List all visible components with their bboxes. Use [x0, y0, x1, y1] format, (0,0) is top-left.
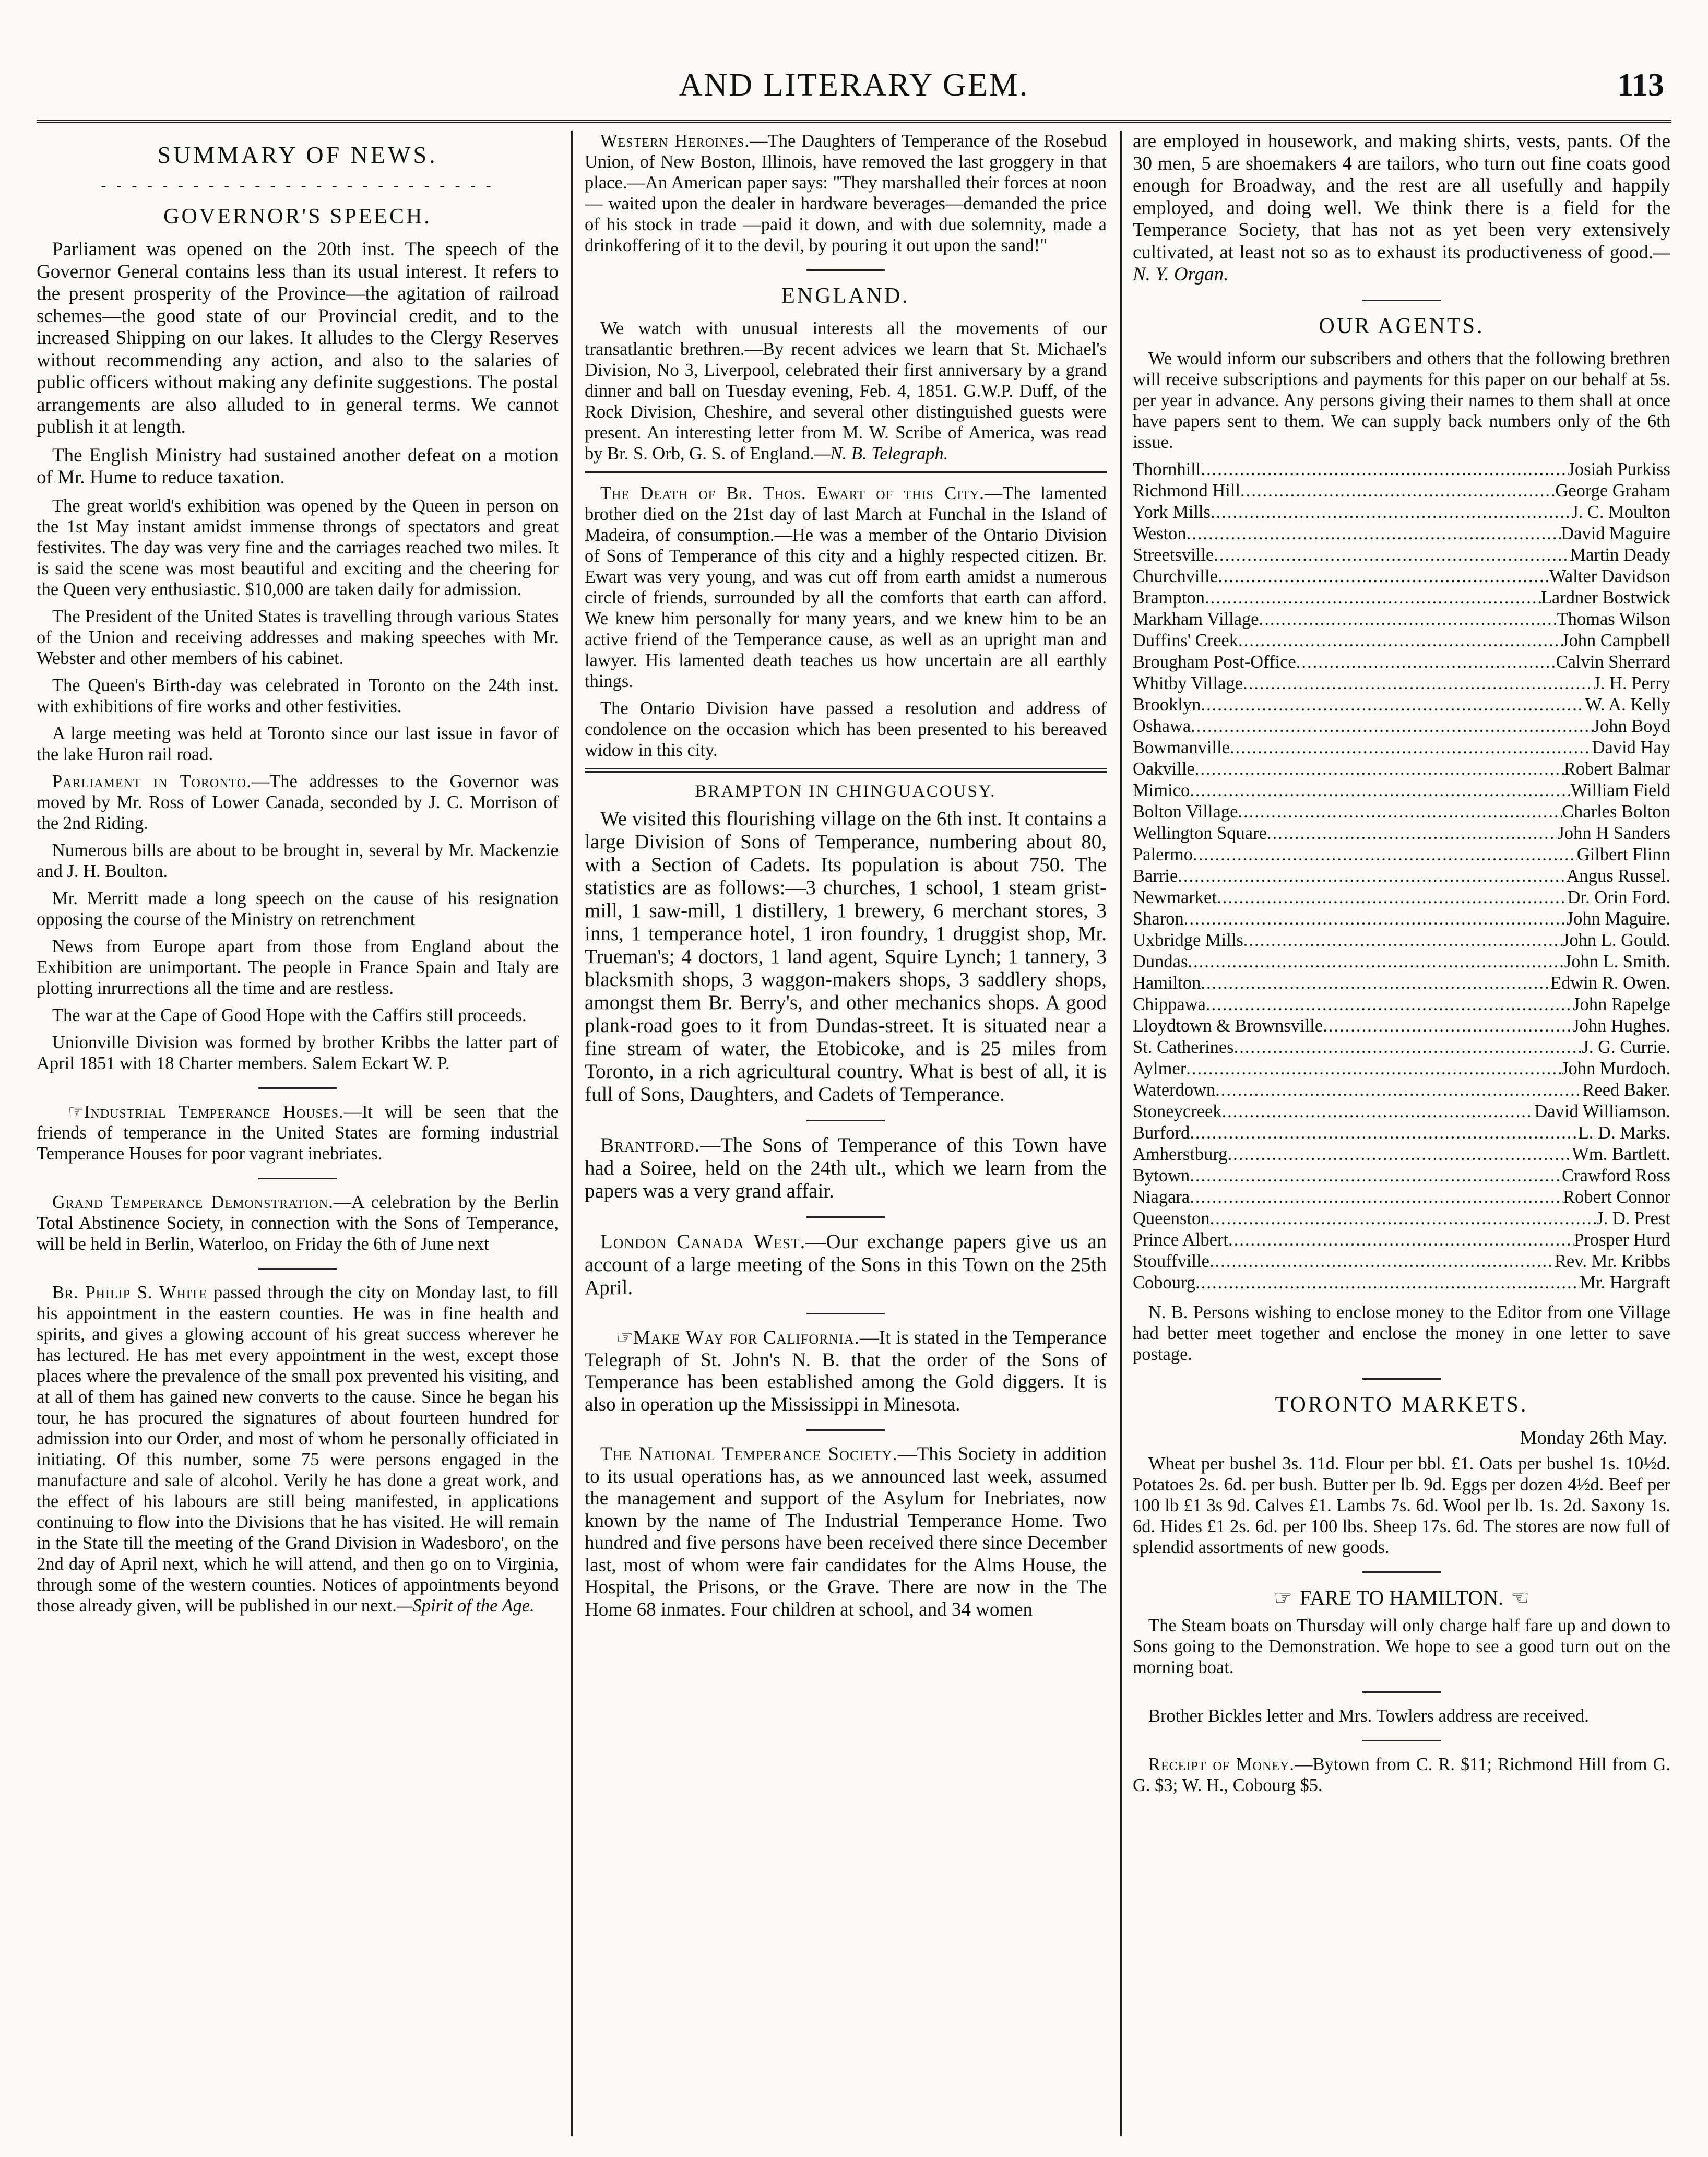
dot-leader: [1178, 866, 1566, 887]
article-paragraph: [37, 771, 559, 834]
agent-name: Gilbert Flinn: [1576, 844, 1670, 864]
agent-row: [1133, 951, 1670, 973]
column-rule: [571, 131, 573, 2136]
agent-row: [1133, 587, 1670, 609]
article-paragraph: Numerous bills are about to be brought in, several by Mr. Mackenzie and J. H. Boulton.: [37, 840, 559, 881]
dot-leader: [1191, 716, 1593, 737]
agent-row: [1133, 673, 1670, 694]
item-body: —A celebration by the Berlin Total Abstinence Society, in connection with the Sons of Temperance, will be held in Berlin, Waterloo, on Friday the 6th of June next: [37, 1192, 559, 1254]
section-heading-england: ENGLAND.: [781, 284, 910, 308]
agent-name: Angus Russel.: [1566, 866, 1670, 886]
agent-name: William Field: [1570, 780, 1670, 800]
agent-row: [1133, 1058, 1670, 1080]
article-paragraph: [585, 318, 1107, 464]
item-heading: Make Way for California.: [633, 1327, 860, 1348]
agent-name: J. C. Moulton: [1571, 502, 1670, 522]
agent-row: [1133, 780, 1670, 801]
dot-leader: [1190, 1187, 1563, 1208]
agent-row: [1133, 609, 1670, 630]
article-paragraph: [585, 1134, 1107, 1203]
article-paragraph: The President of the United States is travelling through various States of the Union and receiving addresses and making speeches with Mr. Webster and other members of his cabinet.: [37, 606, 559, 668]
agent-row: [1133, 1229, 1670, 1251]
article-paragraph: [585, 131, 1107, 256]
dot-leader: [1206, 994, 1573, 1015]
dot-leader: [1201, 694, 1585, 716]
agent-row: [1133, 1144, 1670, 1165]
dot-leader: [1227, 1144, 1572, 1165]
pointing-hand-left-icon: ☜: [1511, 1585, 1529, 1609]
agent-town: Weston: [1133, 523, 1187, 543]
item-heading: Receipt of Money.: [1148, 1754, 1295, 1774]
agent-town: York Mills: [1133, 502, 1211, 522]
source-credit: —Spirit of the Age.: [396, 1595, 535, 1616]
item-body: —The addresses to the Governor was moved by Mr. Ross of Lower Canada, seconded by J. C. Morrison of the 2nd Riding.: [37, 771, 559, 833]
page-number: 113: [1617, 67, 1664, 103]
dot-leader: [1323, 1015, 1572, 1037]
article-paragraph: Wheat per bushel 3s. 11d. Flour per bbl. £1. Oats per bushel 1s. 10½d. Potatoes 2s. 6d. per bush. Butter per lb. 9d. Eggs per dozen 4½d. Beef per 100 lb £1 3s 9d. Calves £1. Lambs 7s. 6d. Wool per lb. 1s. 2d. Saxony 1s. 6d. Hides £1 2s. 6d. per 100 lbs. Sheep 17s. 6d. The stores are now full of splendid assortments of new goods.: [1133, 1453, 1670, 1557]
article-paragraph: The Queen's Birth-day was celebrated in Toronto on the 24th inst. with exhibitions of fire works and other festivities.: [37, 675, 559, 716]
article-paragraph: We visited this flourishing village on the 6th inst. It contains a large Division of Sons of Temperance, numbering about 80, with a Section of Cadets. Its population is about 750. The statistics are as follows:—3 churches, 1 school, 1 steam grist-mill, 1 saw-mill, 1 distillery, 1 brewery, 6 merchant stores, 3 inns, 1 temperance hotel, 1 iron foundry, 1 druggist shop, Mr. Trueman's; 4 doctors, 1 land agent, Squire Lynch; 1 tannery, 3 blacksmith shops, 3 waggon-makers shops, 3 saddlery shops, amongst them Br. Berry's, and other mechanics shops. A good plank-road goes to it from Dundas-street. It is situated near a fine stream of water, the Etobicoke, and is 25 miles from Toronto, in a rich agricultural country. What is best of all, it is full of Sons, Daughters, and Cadets of Temperance.: [585, 808, 1107, 1106]
agent-town: Barrie: [1133, 866, 1178, 886]
column-1: [37, 131, 559, 2147]
agent-town: Burford: [1133, 1122, 1190, 1143]
article-paragraph: The great world's exhibition was opened by the Queen in person on the 1st May instant amidst immense throngs of spectators and great festivites. The day was very fine and the carriages reached two miles. It is said the scene was most beautiful and exciting and the cheering for the Queen very enthusiastic. $10,000 are taken daily for admission.: [37, 495, 559, 599]
agent-row: [1133, 1037, 1670, 1058]
agent-row: [1133, 1122, 1670, 1144]
dot-leader: [1211, 502, 1571, 523]
item-body: —It will be seen that the friends of temperance in the United States are forming industrial Temperance Houses for poor vagrant inebriates.: [37, 1101, 559, 1164]
agent-row: [1133, 502, 1670, 523]
agent-name: David Williamson.: [1534, 1101, 1670, 1121]
column-2: [585, 131, 1107, 2147]
article-paragraph: Brother Bickles letter and Mrs. Towlers address are received.: [1148, 1705, 1589, 1726]
pointing-hand-icon: ☞: [616, 1327, 634, 1348]
agent-town: Brougham Post-Office: [1133, 651, 1296, 672]
article-paragraph: News from Europe apart from those from England about the Exhibition are unimportant. The people in France Spain and Italy are plotting inrurrections all the time and are restless.: [37, 936, 559, 998]
full-rule: [585, 471, 1107, 473]
article-paragraph: The Ontario Division have passed a resolution and address of condolence on the occasion which has been presented to his bereaved widow in this city.: [585, 698, 1107, 760]
agent-name: J. D. Prest: [1596, 1208, 1670, 1228]
agent-row: [1133, 1101, 1670, 1122]
agent-name: J. H. Perry: [1593, 673, 1670, 693]
item-body: —Bytown from C. R. $11; Richmond Hill from G. G. $3; W. H., Cobourg $5.: [1133, 1754, 1670, 1795]
agent-row: [1133, 737, 1670, 758]
dot-leader: [1238, 630, 1562, 651]
article-paragraph: [585, 483, 1107, 692]
agent-name: Rev. Mr. Kribbs: [1554, 1251, 1670, 1271]
short-rule: [258, 1268, 337, 1270]
dot-leader: [1214, 544, 1570, 566]
agent-name: John Murdoch.: [1561, 1058, 1670, 1078]
dot-leader: [1238, 801, 1562, 823]
short-rule: [1362, 1691, 1441, 1693]
agent-town: Stouffville: [1133, 1251, 1209, 1271]
dot-leader: [1243, 673, 1593, 694]
agent-town: Markham Village: [1133, 609, 1259, 629]
agent-town: Oshawa: [1133, 716, 1191, 736]
dot-leader: [1217, 887, 1568, 908]
section-heading-brampton: BRAMPTON IN CHINGUACOUSY.: [695, 782, 997, 801]
item-body: —The Sons of Temperance of this Town have had a Soiree, held on the 24th ult., which we learn from the papers was a very grand affair.: [585, 1134, 1107, 1202]
item-body: are employed in housework, and making shirts, vests, pants. Of the 30 men, 5 are shoemakers 4 are tailors, who turn out fine coats good enough for Broadway, and the rest are all usefully and happily employed, and doing well. We think there is a field for the Temperance Society, that has not as yet been very extensively cultivated, at least not so as to exhaust its productiveness of good.: [1133, 131, 1670, 263]
dot-leader: [1230, 737, 1592, 758]
agent-name: John Campbell: [1562, 630, 1670, 650]
short-rule: [258, 1178, 337, 1179]
agent-row: [1133, 716, 1670, 737]
agent-town: Newmarket: [1133, 887, 1217, 907]
agent-row: [1133, 801, 1670, 823]
agent-town: Mimico: [1133, 780, 1190, 800]
agent-row: [1133, 480, 1670, 502]
agent-row: [1133, 566, 1670, 587]
agent-town: Dundas: [1133, 951, 1188, 971]
agent-name: Wm. Bartlett.: [1572, 1144, 1670, 1164]
item-body: —It is stated in the Temperance Telegraph of St. John's N. B. that the order of the Sons of Temperance has been established among the Gold diggers. It is also in operation up the Mississippi in Minesota.: [585, 1327, 1107, 1415]
agent-town: Lloydtown & Brownsville: [1133, 1015, 1323, 1036]
article-paragraph: [585, 1230, 1107, 1299]
markets-date: Monday 26th May.: [1520, 1427, 1667, 1449]
agent-town: Brampton: [1133, 587, 1205, 608]
agent-town: Waterdown: [1133, 1080, 1216, 1100]
dot-leader: [1195, 1272, 1580, 1294]
article-paragraph: [585, 1443, 1107, 1621]
article-paragraph: Parliament was opened on the 20th inst. The speech of the Governor General contains less than its usual interest. It refers to the present prosperity of the Province—the agitation of railroad schemes—the good state of our Provincial credit, and to the increased Shipping on our lakes. It alludes to the Clergy Reserves without recommending any action, and also to the salaries of public officers without making any definite suggestions. The postal arrangements are also alluded to in general terms. We cannot publish it at length.: [37, 239, 559, 437]
item-body: —The Daughters of Temperance of the Rosebud Union, of New Boston, Illinois, have removed the last groggery in that place.—An American paper says: "They marshalled their forces at noon — waited upon the dealer in hardware beverages—demanded the price of his stock in trade —paid it down, and with due solemnity, made a drinkoffering of it to the devil, by pouring it out upon the sand!": [585, 131, 1107, 255]
short-rule: [1362, 300, 1441, 301]
agent-row: [1133, 973, 1670, 994]
item-heading: London Canada West.: [600, 1230, 806, 1253]
agent-town: Stoneycreek: [1133, 1101, 1222, 1121]
agent-name: Thomas Wilson: [1557, 609, 1670, 629]
agent-name: George Graham: [1555, 480, 1670, 501]
agent-town: Sharon: [1133, 908, 1184, 929]
article-paragraph: The war at the Cape of Good Hope with the Caffirs still proceeds.: [52, 1005, 527, 1025]
short-rule: [258, 1087, 337, 1089]
dot-leader: [1201, 973, 1550, 994]
dot-leader: [1215, 1080, 1582, 1101]
agent-row: [1133, 544, 1670, 566]
agent-row: [1133, 651, 1670, 673]
agent-row: [1133, 1251, 1670, 1272]
agent-name: Josiah Purkiss: [1568, 459, 1670, 479]
dot-leader: [1201, 459, 1568, 480]
article-paragraph: [37, 1101, 559, 1164]
article-paragraph: [37, 1282, 559, 1616]
agent-name: John Hughes.: [1572, 1015, 1670, 1036]
agent-town: Thornhill: [1133, 459, 1201, 479]
fare-heading-row: [1133, 1585, 1670, 1610]
agent-row: [1133, 866, 1670, 887]
short-rule: [1362, 1378, 1441, 1380]
agent-town: Whitby Village: [1133, 673, 1243, 693]
agent-name: Lardner Bostwick: [1540, 587, 1670, 608]
short-rule: [806, 1216, 885, 1218]
running-title: AND LITERARY GEM.: [679, 67, 1029, 103]
agent-town: Prince Albert: [1133, 1229, 1228, 1250]
agent-town: Cobourg: [1133, 1272, 1196, 1293]
dot-leader: [1222, 1101, 1535, 1122]
agent-name: Dr. Orin Ford.: [1567, 887, 1670, 907]
short-rule: [806, 269, 885, 271]
dot-leader: [1218, 566, 1549, 587]
agent-name: Mr. Hargraft: [1580, 1272, 1670, 1293]
section-heading-markets: TORONTO MARKETS.: [1275, 1392, 1528, 1417]
dot-leader: [1205, 587, 1541, 609]
agent-row: [1133, 1165, 1670, 1187]
short-rule: [806, 1429, 885, 1431]
agent-town: St. Catherines: [1133, 1037, 1234, 1057]
agent-town: Aylmer: [1133, 1058, 1187, 1078]
agent-row: [1133, 1015, 1670, 1037]
agent-name: Crawford Ross: [1562, 1165, 1670, 1186]
source-credit: —N. B. Telegraph.: [814, 444, 948, 464]
fare-heading: FARE TO HAMILTON.: [1299, 1585, 1504, 1609]
agent-name: John H Sanders: [1557, 823, 1670, 843]
source-credit: —N. Y. Organ.: [1133, 241, 1670, 285]
agent-town: Richmond Hill: [1133, 480, 1241, 501]
dot-leader: [1210, 1208, 1597, 1229]
agent-row: [1133, 459, 1670, 480]
agent-name: Reed Baker.: [1582, 1080, 1670, 1100]
dot-leader: [1190, 1165, 1562, 1187]
agent-name: John Boyd: [1593, 716, 1670, 736]
short-rule: [806, 1313, 885, 1314]
agent-town: Duffins' Creek: [1133, 630, 1238, 650]
item-heading: Western Heroines.: [600, 131, 750, 151]
dot-leader: [1193, 844, 1577, 866]
agent-name: John Maguire.: [1566, 908, 1670, 929]
agent-name: John L. Gould.: [1562, 930, 1670, 950]
agent-town: Bytown: [1133, 1165, 1190, 1186]
section-heading-summary: SUMMARY OF NEWS.: [157, 141, 438, 168]
agent-name: W. A. Kelly: [1585, 694, 1670, 715]
article-paragraph: [585, 1327, 1107, 1416]
agent-name: Charles Bolton: [1562, 801, 1670, 822]
agent-town: Churchville: [1133, 566, 1218, 586]
agent-name: L. D. Marks.: [1577, 1122, 1670, 1143]
agent-row: [1133, 887, 1670, 908]
agent-row: [1133, 1080, 1670, 1101]
short-rule: [1362, 1740, 1441, 1741]
agent-town: Bolton Village: [1133, 801, 1238, 822]
dot-leader: [1259, 609, 1557, 630]
article-paragraph: [1133, 1754, 1670, 1796]
agent-name: Martin Deady: [1570, 544, 1670, 565]
dot-leader: [1186, 1058, 1561, 1080]
dot-leader: [1296, 651, 1556, 673]
pointing-hand-right-icon: ☞: [1274, 1585, 1292, 1609]
item-heading: Brantford.: [600, 1134, 701, 1156]
item-heading: The Death of Br. Thos. Ewart of this City.: [600, 483, 985, 503]
agent-town: Oakville: [1133, 758, 1195, 779]
dot-leader: [1234, 1037, 1582, 1058]
agent-town: Amherstburg: [1133, 1144, 1228, 1164]
agent-row: [1133, 1208, 1670, 1229]
dot-leader: [1228, 1229, 1574, 1251]
column-3: [1133, 131, 1670, 2147]
agent-town: Niagara: [1133, 1187, 1190, 1207]
dot-leader: [1184, 908, 1567, 930]
agent-row: [1133, 523, 1670, 544]
agent-name: John Rapelge: [1573, 994, 1670, 1014]
item-heading: Parliament in Toronto.: [52, 771, 252, 791]
agent-town: Wellington Square: [1133, 823, 1267, 843]
agent-row: [1133, 823, 1670, 844]
dot-leader: [1240, 480, 1555, 502]
agent-town: Chippawa: [1133, 994, 1206, 1014]
dot-leader: [1190, 780, 1571, 801]
agent-row: [1133, 930, 1670, 951]
agent-name: Robert Balmar: [1563, 758, 1670, 779]
dotted-divider: - - - - - - - - - - - - - - - - - - - - - - - - - -: [101, 177, 494, 194]
article-paragraph: Mr. Merritt made a long speech on the cause of his resignation opposing the course of the Ministry on retrenchment: [37, 888, 559, 929]
article-paragraph: We would inform our subscribers and others that the following brethren will receive subscriptions and payments for this paper on our behalf at 5s. per year in advance. Any persons giving their names to them shall at once have papers sent to them. We can supply back numbers only of the 6th issue.: [1133, 348, 1670, 452]
agent-name: David Maguire: [1561, 523, 1670, 543]
article-paragraph: A large meeting was held at Toronto since our last issue in favor of the lake Huron rail road.: [37, 723, 559, 764]
section-heading-agents: OUR AGENTS.: [1319, 314, 1485, 338]
agent-town: Hamilton: [1133, 973, 1201, 993]
dot-leader: [1190, 1122, 1577, 1144]
agent-town: Palermo: [1133, 844, 1193, 864]
agent-town: Streetsville: [1133, 544, 1214, 565]
item-body: We watch with unusual interests all the movements of our transatlantic brethren.—By recent advices we learn that St. Michael's Division, No 3, Liverpool, celebrated their first anniversary by a grand dinner and ball on Tuesday evening, Feb. 4, 1851. G.W.P. Duff, of the Rock Division, Cheshire, and several other distinguished guests were present. An interesting letter from M. W. Scribe of America, was read by Br. S. Orb, G. S. of England.: [585, 318, 1107, 464]
agent-town: Queenston: [1133, 1208, 1210, 1228]
agent-name: David Hay: [1592, 737, 1670, 757]
dot-leader: [1267, 823, 1558, 844]
agent-row: [1133, 1187, 1670, 1208]
agent-name: Walter Davidson: [1549, 566, 1670, 586]
dot-leader: [1187, 523, 1561, 544]
item-heading: Br. Philip S. White: [52, 1282, 208, 1302]
agent-name: Edwin R. Owen.: [1550, 973, 1670, 993]
column-rule: [1120, 131, 1122, 2136]
item-heading: Grand Temperance Demonstration.: [52, 1192, 334, 1212]
agent-row: [1133, 994, 1670, 1015]
item-body: —Our exchange papers give us an account of a large meeting of the Sons in this Town on the 25th April.: [585, 1230, 1107, 1299]
item-heading: The National Temperance Society.: [600, 1443, 898, 1465]
short-rule: [806, 1120, 885, 1121]
agent-name: John L. Smith.: [1564, 951, 1670, 971]
article-paragraph: N. B. Persons wishing to enclose money to the Editor from one Village had better meet together and enclose the money in one letter to save postage.: [1133, 1302, 1670, 1364]
article-paragraph: The Steam boats on Thursday will only charge half fare up and down to Sons going to the Demonstration. We hope to see a good turn out on the morning boat.: [1133, 1615, 1670, 1677]
page-header: [37, 63, 1671, 123]
article-paragraph: The English Ministry had sustained another defeat on a motion of Mr. Hume to reduce taxation.: [37, 444, 559, 488]
double-rule: [585, 768, 1107, 773]
agents-list: [1133, 459, 1670, 1294]
article-paragraph: [37, 1192, 559, 1254]
agent-row: [1133, 694, 1670, 716]
subheading-governors-speech: GOVERNOR'S SPEECH.: [163, 205, 432, 229]
agent-row: [1133, 844, 1670, 866]
agent-name: Robert Connor: [1562, 1187, 1670, 1207]
agent-row: [1133, 758, 1670, 780]
dot-leader: [1243, 930, 1562, 951]
agent-town: Brooklyn: [1133, 694, 1201, 715]
short-rule: [1362, 1571, 1441, 1573]
item-body: —The lamented brother died on the 21st day of last March at Funchal in the Island of Madeira, of consumption.—He was a member of the Ontario Division of Sons of Temperance of this city and a highly respected citizen. Br. Ewart was very young, and was cut off from earth amidst a numerous circle of friends, surrounded by all the comforts that earth can afford. We knew him personally for many years, and we knew him to be an active friend of the Temperance cause, as well as an upright man and lawyer. His lamented death teaches us how uncertain are all earthly things.: [585, 483, 1107, 691]
agent-row: [1133, 630, 1670, 651]
agent-name: Prosper Hurd: [1574, 1229, 1670, 1250]
agent-name: J. G. Currie.: [1582, 1037, 1670, 1057]
article-paragraph: [1133, 131, 1670, 286]
agent-row: [1133, 908, 1670, 930]
item-heading: Industrial Temperance Houses.: [84, 1101, 344, 1122]
dot-leader: [1195, 758, 1564, 780]
item-body: —This Society in addition to its usual operations has, as we announced last week, assumed the management and support of the Asylum for Inebriates, now known by the name of The Industrial Temperance Home. Two hundred and five persons have been received there since December last, most of whom were fair candidates for the Alms House, the Hospital, the Prisons, or the Grave. There are now in the The Home 68 inmates. Four children at school, and 34 women: [585, 1443, 1107, 1620]
dot-leader: [1209, 1251, 1555, 1272]
agent-name: Calvin Sherrard: [1556, 651, 1670, 672]
agent-town: Uxbridge Mills: [1133, 930, 1243, 950]
dot-leader: [1188, 951, 1564, 973]
agent-town: Bowmanville: [1133, 737, 1230, 757]
pointing-hand-icon: ☞: [68, 1101, 84, 1122]
article-paragraph: Unionville Division was formed by brother Kribbs the latter part of April 1851 with 18 Charter members. Salem Eckart W. P.: [37, 1032, 559, 1073]
item-body: passed through the city on Monday last, to fill his appointment in the eastern counties. He was in fine health and spirits, and gives a glowing account of his great success wherever he has lectured. He has met every appointment in the west, except those places where the prevalence of the small pox prevented his visiting, and at all of them has gained new converts to the cause. Since he began his tour, he has procured the signatures of about fourteen hundred for admission into our Order, and most of whom he personally officiated in initiating. Of this number, some 75 were persons engaged in the manufacture and sale of alcohol. Verily he has done a great work, and the effect of his labours are still being manifested, in applications continuing to flow into the Divisions that he has visited. He will remain in the State till the meeting of the Grand Division in Wadesboro', on the 2nd day of April next, which he will attend, and then go on to Virginia, through some of the western counties. Notices of appointments beyond those already given, will be published in our next.: [37, 1282, 559, 1616]
agent-row: [1133, 1272, 1670, 1294]
